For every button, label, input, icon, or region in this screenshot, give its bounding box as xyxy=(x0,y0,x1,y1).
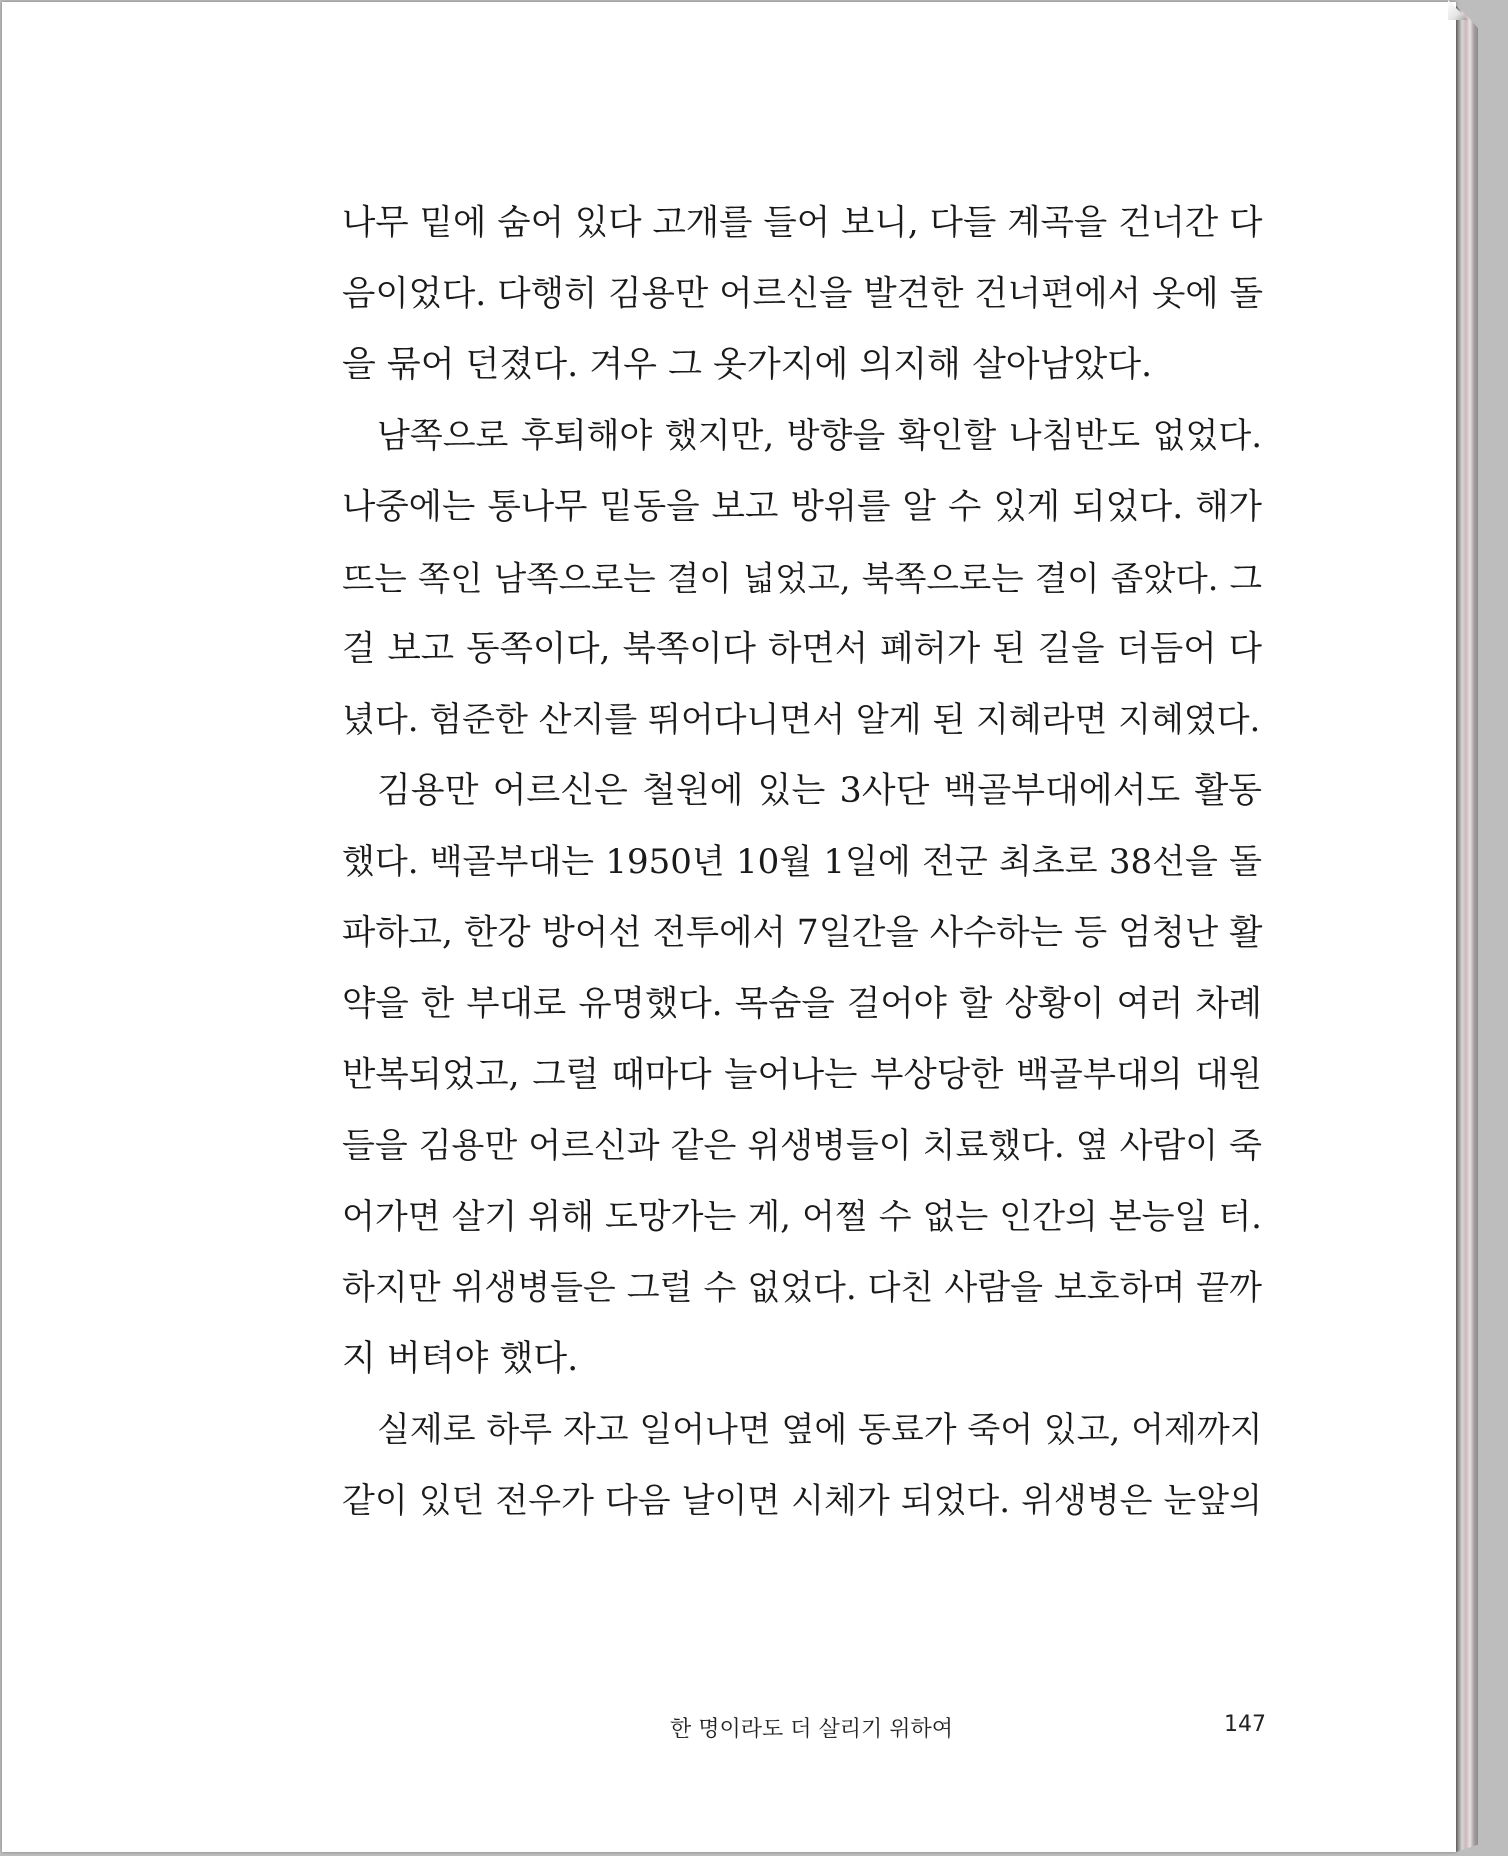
text-line: 뜨는 쪽인 남쪽으로는 결이 넓었고, 북쪽으로는 결이 좁았다. 그 xyxy=(342,559,1262,598)
page-number: 147 xyxy=(1224,1712,1266,1737)
text-line: 약을 한 부대로 유명했다. 목숨을 걸어야 할 상황이 여러 차례 xyxy=(342,984,1262,1024)
text-line: 하지만 위생병들은 그럴 수 없었다. 다친 사람을 보호하며 끝까 xyxy=(342,1268,1262,1308)
book-page xyxy=(2,2,1456,1852)
page-stack-edge xyxy=(1456,6,1478,1852)
text-line: 같이 있던 전우가 다음 날이면 시체가 되었다. 위생병은 눈앞의 xyxy=(342,1481,1262,1521)
text-line: 했다. 백골부대는 1950년 10월 1일에 전군 최초로 38선을 돌 xyxy=(342,842,1262,882)
page-curl xyxy=(1448,0,1468,20)
text-line: 나중에는 통나무 밑동을 보고 방위를 알 수 있게 되었다. 해가 xyxy=(342,487,1262,527)
text-line: 걸 보고 동쪽이다, 북쪽이다 하면서 폐허가 된 길을 더듬어 다 xyxy=(342,629,1262,669)
text-line: 녔다. 험준한 산지를 뛰어다니면서 알게 된 지혜라면 지혜였다. xyxy=(342,700,1261,740)
text-line: 들을 김용만 어르신과 같은 위생병들이 치료했다. 옆 사람이 죽 xyxy=(342,1126,1262,1166)
text-line: 남쪽으로 후퇴해야 했지만, 방향을 확인할 나침반도 없었다. xyxy=(377,416,1262,456)
text-line: 파하고, 한강 방어선 전투에서 7일간을 사수하는 등 엄청난 활 xyxy=(342,913,1263,953)
text-line: 어가면 살기 위해 도망가는 게, 어쩔 수 없는 인간의 본능일 터. xyxy=(342,1197,1262,1237)
text-line: 음이었다. 다행히 김용만 어르신을 발견한 건너편에서 옷에 돌 xyxy=(342,274,1263,314)
text-line: 을 묶어 던졌다. 겨우 그 옷가지에 의지해 살아남았다. xyxy=(342,345,1153,385)
text-line: 실제로 하루 자고 일어나면 옆에 동료가 죽어 있고, 어제까지 xyxy=(377,1410,1263,1450)
text-line: 나무 밑에 숨어 있다 고개를 들어 보니, 다들 계곡을 건너간 다 xyxy=(342,203,1263,243)
text-line: 지 버텨야 했다. xyxy=(342,1339,579,1379)
running-title: 한 명이라도 더 살리기 위하여 xyxy=(670,1717,953,1742)
text-line: 김용만 어르신은 철원에 있는 3사단 백골부대에서도 활동 xyxy=(377,771,1262,811)
text-line: 반복되었고, 그럴 때마다 늘어나는 부상당한 백골부대의 대원 xyxy=(342,1055,1262,1095)
body-text xyxy=(342,188,1262,1537)
